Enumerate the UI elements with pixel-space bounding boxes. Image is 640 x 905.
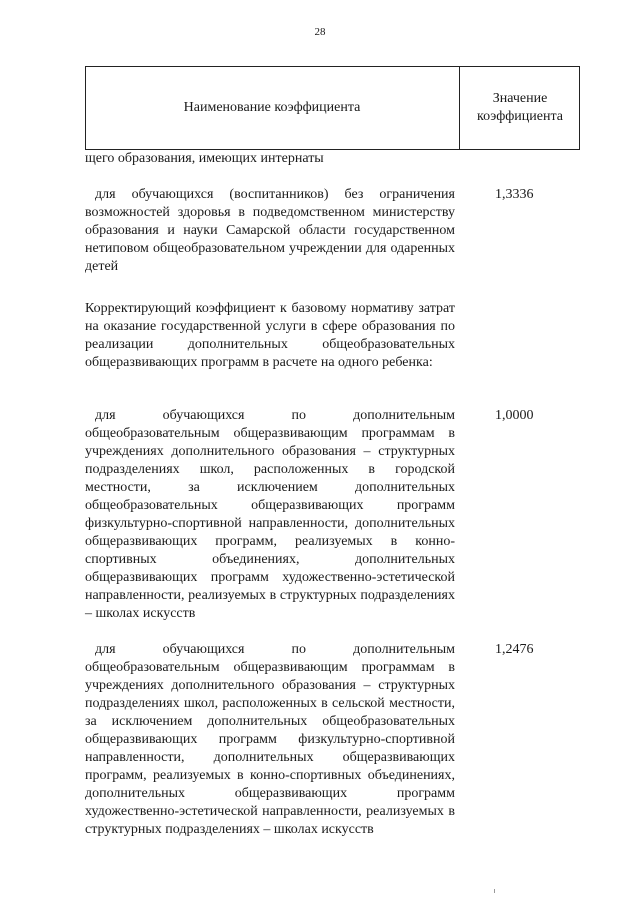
- row-text-urban: для обучающихся по дополнительным общеобразовательным общеразвивающим программам в учреждениях дополнительного образования – структурных подразделениях школ, расположенных в городской местности, за исключением дополнительных общеобразовательных общеразвивающих программ физкультурно-спортивной направленности, дополнительных общеразвивающих программ, реализуемых в конно-спортивных объединениях, дополнительных общеразвивающих программ художественно-эстетической направленности, реализуемых в структурных подразделениях – школах искусств: [85, 408, 455, 621]
- row-text-rural: для обучающихся по дополнительным общеобразовательным общеразвивающим программам в учреждениях дополнительного образования – структурных подразделениях школ, расположенных в сельской местности, за исключением дополнительных общеобразовательных общеразвивающих программ физкультурно-спортивной направленности, дополнительных общеразвивающих программ, реализуемых в конно-спортивных объединениях, дополнительных общеразвивающих программ художественно-эстетической направленности, реализуемых в структурных подразделениях – школах искусств: [85, 642, 455, 837]
- scan-mark: [494, 889, 495, 893]
- row-value-gifted-children: 1,3336: [495, 187, 534, 202]
- column-header-value: Значение коэффициента: [477, 91, 563, 124]
- row-text-continuation: щего образования, имеющих интернаты: [85, 151, 324, 166]
- row-value-rural: 1,2476: [495, 642, 534, 657]
- page-number: 28: [314, 26, 326, 38]
- column-header-name: Наименование коэффициента: [183, 100, 361, 115]
- row-text-gifted-children: для обучающихся (воспитанников) без ограничения возможностей здоровья в подведомственном министерству образования и науки Самарской области государственном нетиповом общеобразовательном учреждении для одаренных детей: [85, 187, 455, 274]
- row-value-urban: 1,0000: [495, 408, 534, 423]
- row-text-correction-heading: Корректирующий коэффициент к базовому нормативу затрат на оказание государственной услуги в сфере образования по реализации дополнительных общеобразовательных общеразвивающих программ в расчете на одного ребенка:: [85, 301, 455, 370]
